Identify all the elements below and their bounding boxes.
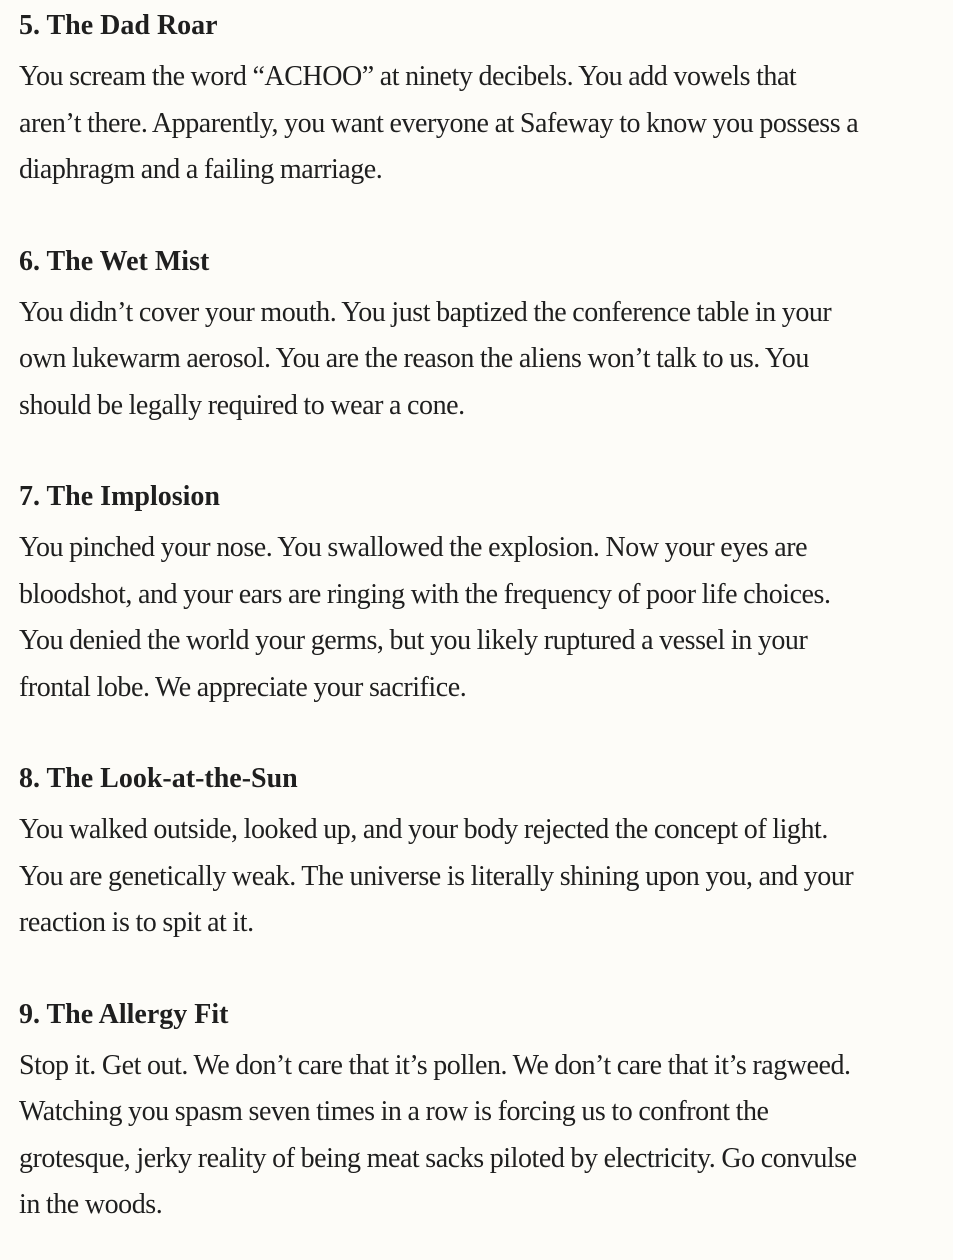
body-line: You didn’t cover your mouth. You just baptized the conference table in your bbox=[19, 296, 832, 328]
section-look-at-the-sun bbox=[19, 761, 953, 947]
body-line: bloodshot, and your ears are ringing with the frequency of poor life choices. bbox=[19, 578, 831, 610]
body-line: Stop it. Get out. We don’t care that it’s pollen. We don’t care that it’s ragweed. bbox=[19, 1049, 851, 1081]
body-line: You walked outside, looked up, and your body rejected the concept of light. bbox=[19, 814, 828, 845]
section-implosion bbox=[19, 479, 953, 711]
body-line: aren’t there. Apparently, you want everyone at Safeway to know you possess a bbox=[19, 107, 859, 139]
section-dad-roar bbox=[19, 8, 953, 194]
body-line: You scream the word “ACHOO” at ninety decibels. You add vowels that bbox=[19, 61, 797, 92]
body-line: grotesque, jerky reality of being meat sacks piloted by electricity. Go convulse bbox=[19, 1142, 857, 1174]
body-line: You denied the world your germs, but you likely ruptured a vessel in your bbox=[19, 625, 808, 656]
section-body bbox=[19, 54, 953, 194]
body-line: You are genetically weak. The universe is literally shining upon you, and your bbox=[19, 860, 854, 892]
section-allergy-fit bbox=[19, 997, 953, 1229]
body-line: own lukewarm aerosol. You are the reason the aliens won’t talk to us. You bbox=[19, 343, 809, 374]
section-heading: 5. The Dad Roar bbox=[19, 10, 218, 41]
body-line: diaphragm and a failing marriage. bbox=[19, 154, 383, 185]
body-line: in the woods. bbox=[19, 1189, 163, 1220]
section-body bbox=[19, 290, 953, 430]
body-line: You pinched your nose. You swallowed the explosion. Now your eyes are bbox=[19, 532, 808, 563]
section-heading: 8. The Look-at-the-Sun bbox=[19, 763, 298, 794]
body-line: should be legally required to wear a cone. bbox=[19, 389, 465, 421]
section-body bbox=[19, 807, 953, 947]
section-wet-mist bbox=[19, 244, 953, 430]
body-line: frontal lobe. We appreciate your sacrifice. bbox=[19, 671, 467, 703]
section-body bbox=[19, 1043, 953, 1229]
section-body bbox=[19, 525, 953, 711]
section-heading: 9. The Allergy Fit bbox=[19, 998, 229, 1030]
body-line: reaction is to spit at it. bbox=[19, 907, 254, 938]
section-heading: 6. The Wet Mist bbox=[19, 245, 210, 277]
body-line: Watching you spasm seven times in a row is forcing us to confront the bbox=[19, 1096, 769, 1127]
section-heading: 7. The Implosion bbox=[19, 481, 220, 512]
